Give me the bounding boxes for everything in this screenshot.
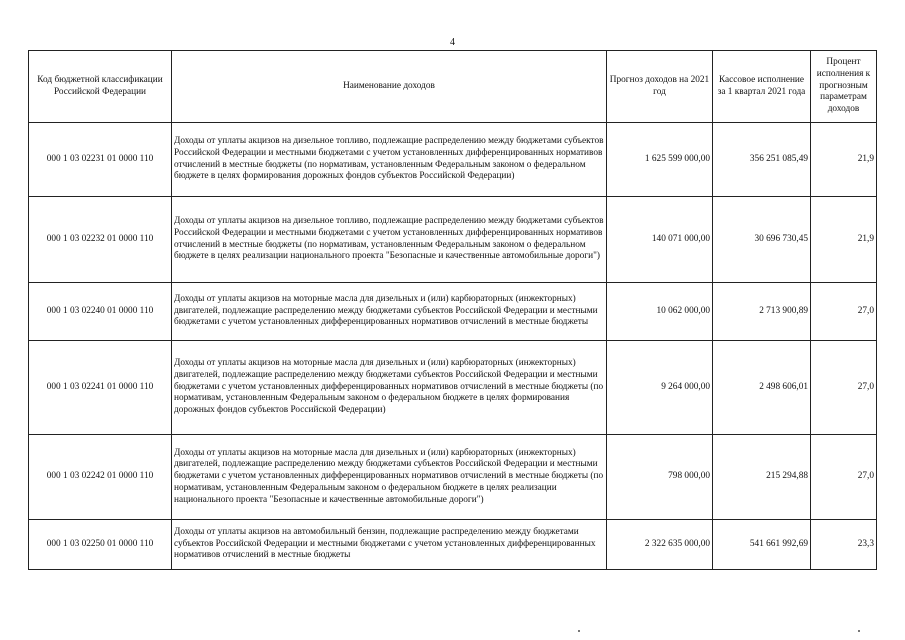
row-code: 000 1 03 02242 01 0000 110 bbox=[29, 435, 172, 520]
row-forecast: 9 264 000,00 bbox=[607, 341, 713, 435]
table-row bbox=[29, 123, 877, 197]
row-actual: 356 251 085,49 bbox=[713, 123, 811, 197]
row-forecast: 140 071 000,00 bbox=[607, 197, 713, 283]
row-percent: 27,0 bbox=[811, 341, 877, 435]
header-actual: Кассовое исполнение за 1 квартал 2021 года bbox=[713, 51, 811, 123]
table-row bbox=[29, 283, 877, 341]
table-row bbox=[29, 520, 877, 570]
row-actual: 215 294,88 bbox=[713, 435, 811, 520]
row-actual: 2 713 900,89 bbox=[713, 283, 811, 341]
row-code: 000 1 03 02240 01 0000 110 bbox=[29, 283, 172, 341]
row-code: 000 1 03 02232 01 0000 110 bbox=[29, 197, 172, 283]
revenue-table bbox=[28, 50, 877, 570]
row-forecast: 1 625 599 000,00 bbox=[607, 123, 713, 197]
scan-speck bbox=[578, 630, 580, 632]
row-name: Доходы от уплаты акцизов на моторные масла для дизельных и (или) карбюраторных (инжекторных) двигателей, подлежащие распределению между бюджетами субъектов Российской Федерации и местными бюджетами с учетом установленных дифференцированных нормативов отчислений в местные бюджеты bbox=[172, 283, 607, 341]
table-header-row bbox=[29, 51, 877, 123]
row-code: 000 1 03 02231 01 0000 110 bbox=[29, 123, 172, 197]
row-name: Доходы от уплаты акцизов на дизельное топливо, подлежащие распределению между бюджетами субъектов Российской Федерации и местными бюджетами с учетом установленных дифференцированных нормативов отчислений в местные бюджеты (по нормативам, установленным Федеральным законом о федеральном бюджете в целях реализации национального проекта "Безопасные и качественные автомобильные дороги") bbox=[172, 197, 607, 283]
row-forecast: 10 062 000,00 bbox=[607, 283, 713, 341]
row-percent: 21,9 bbox=[811, 123, 877, 197]
scan-speck bbox=[858, 630, 860, 632]
header-name: Наименование доходов bbox=[172, 51, 607, 123]
row-actual: 2 498 606,01 bbox=[713, 341, 811, 435]
row-percent: 27,0 bbox=[811, 283, 877, 341]
row-actual: 541 661 992,69 bbox=[713, 520, 811, 570]
header-forecast: Прогноз доходов на 2021 год bbox=[607, 51, 713, 123]
header-percent: Процент исполнения к прогнозным параметрам доходов bbox=[811, 51, 877, 123]
row-name: Доходы от уплаты акцизов на моторные масла для дизельных и (или) карбюраторных (инжекторных) двигателей, подлежащие распределению между бюджетами субъектов Российской Федерации и местными бюджетами с учетом установленных дифференцированных нормативов отчислений в местные бюджеты (по нормативам, установленным Федеральным законом о федеральном бюджете в целях формирования дорожных фондов субъектов Российской Федерации) bbox=[172, 341, 607, 435]
row-percent: 23,3 bbox=[811, 520, 877, 570]
page-number: 4 bbox=[450, 37, 455, 48]
table-row bbox=[29, 197, 877, 283]
row-percent: 21,9 bbox=[811, 197, 877, 283]
row-code: 000 1 03 02250 01 0000 110 bbox=[29, 520, 172, 570]
row-forecast: 798 000,00 bbox=[607, 435, 713, 520]
row-name: Доходы от уплаты акцизов на автомобильный бензин, подлежащие распределению между бюджетами субъектов Российской Федерации и местными бюджетами с учетом установленных дифференцированных нормативов отчислений в местные бюджеты bbox=[172, 520, 607, 570]
row-name: Доходы от уплаты акцизов на дизельное топливо, подлежащие распределению между бюджетами субъектов Российской Федерации и местными бюджетами с учетом установленных дифференцированных нормативов отчислений в местные бюджеты (по нормативам, установленным Федеральным законом о федеральном бюджете в целях формирования дорожных фондов субъектов Российской Федерации) bbox=[172, 123, 607, 197]
row-actual: 30 696 730,45 bbox=[713, 197, 811, 283]
row-forecast: 2 322 635 000,00 bbox=[607, 520, 713, 570]
row-code: 000 1 03 02241 01 0000 110 bbox=[29, 341, 172, 435]
row-percent: 27,0 bbox=[811, 435, 877, 520]
row-name: Доходы от уплаты акцизов на моторные масла для дизельных и (или) карбюраторных (инжекторных) двигателей, подлежащие распределению между бюджетами субъектов Российской Федерации и местными бюджетами с учетом установленных дифференцированных нормативов отчислений в местные бюджеты (по нормативам, установленным Федеральным законом о федеральном бюджете в целях реализации национального проекта "Безопасные и качественные автомобильные дороги") bbox=[172, 435, 607, 520]
table-row bbox=[29, 435, 877, 520]
header-code: Код бюджетной классификации Российской Федерации bbox=[29, 51, 172, 123]
table-row bbox=[29, 341, 877, 435]
